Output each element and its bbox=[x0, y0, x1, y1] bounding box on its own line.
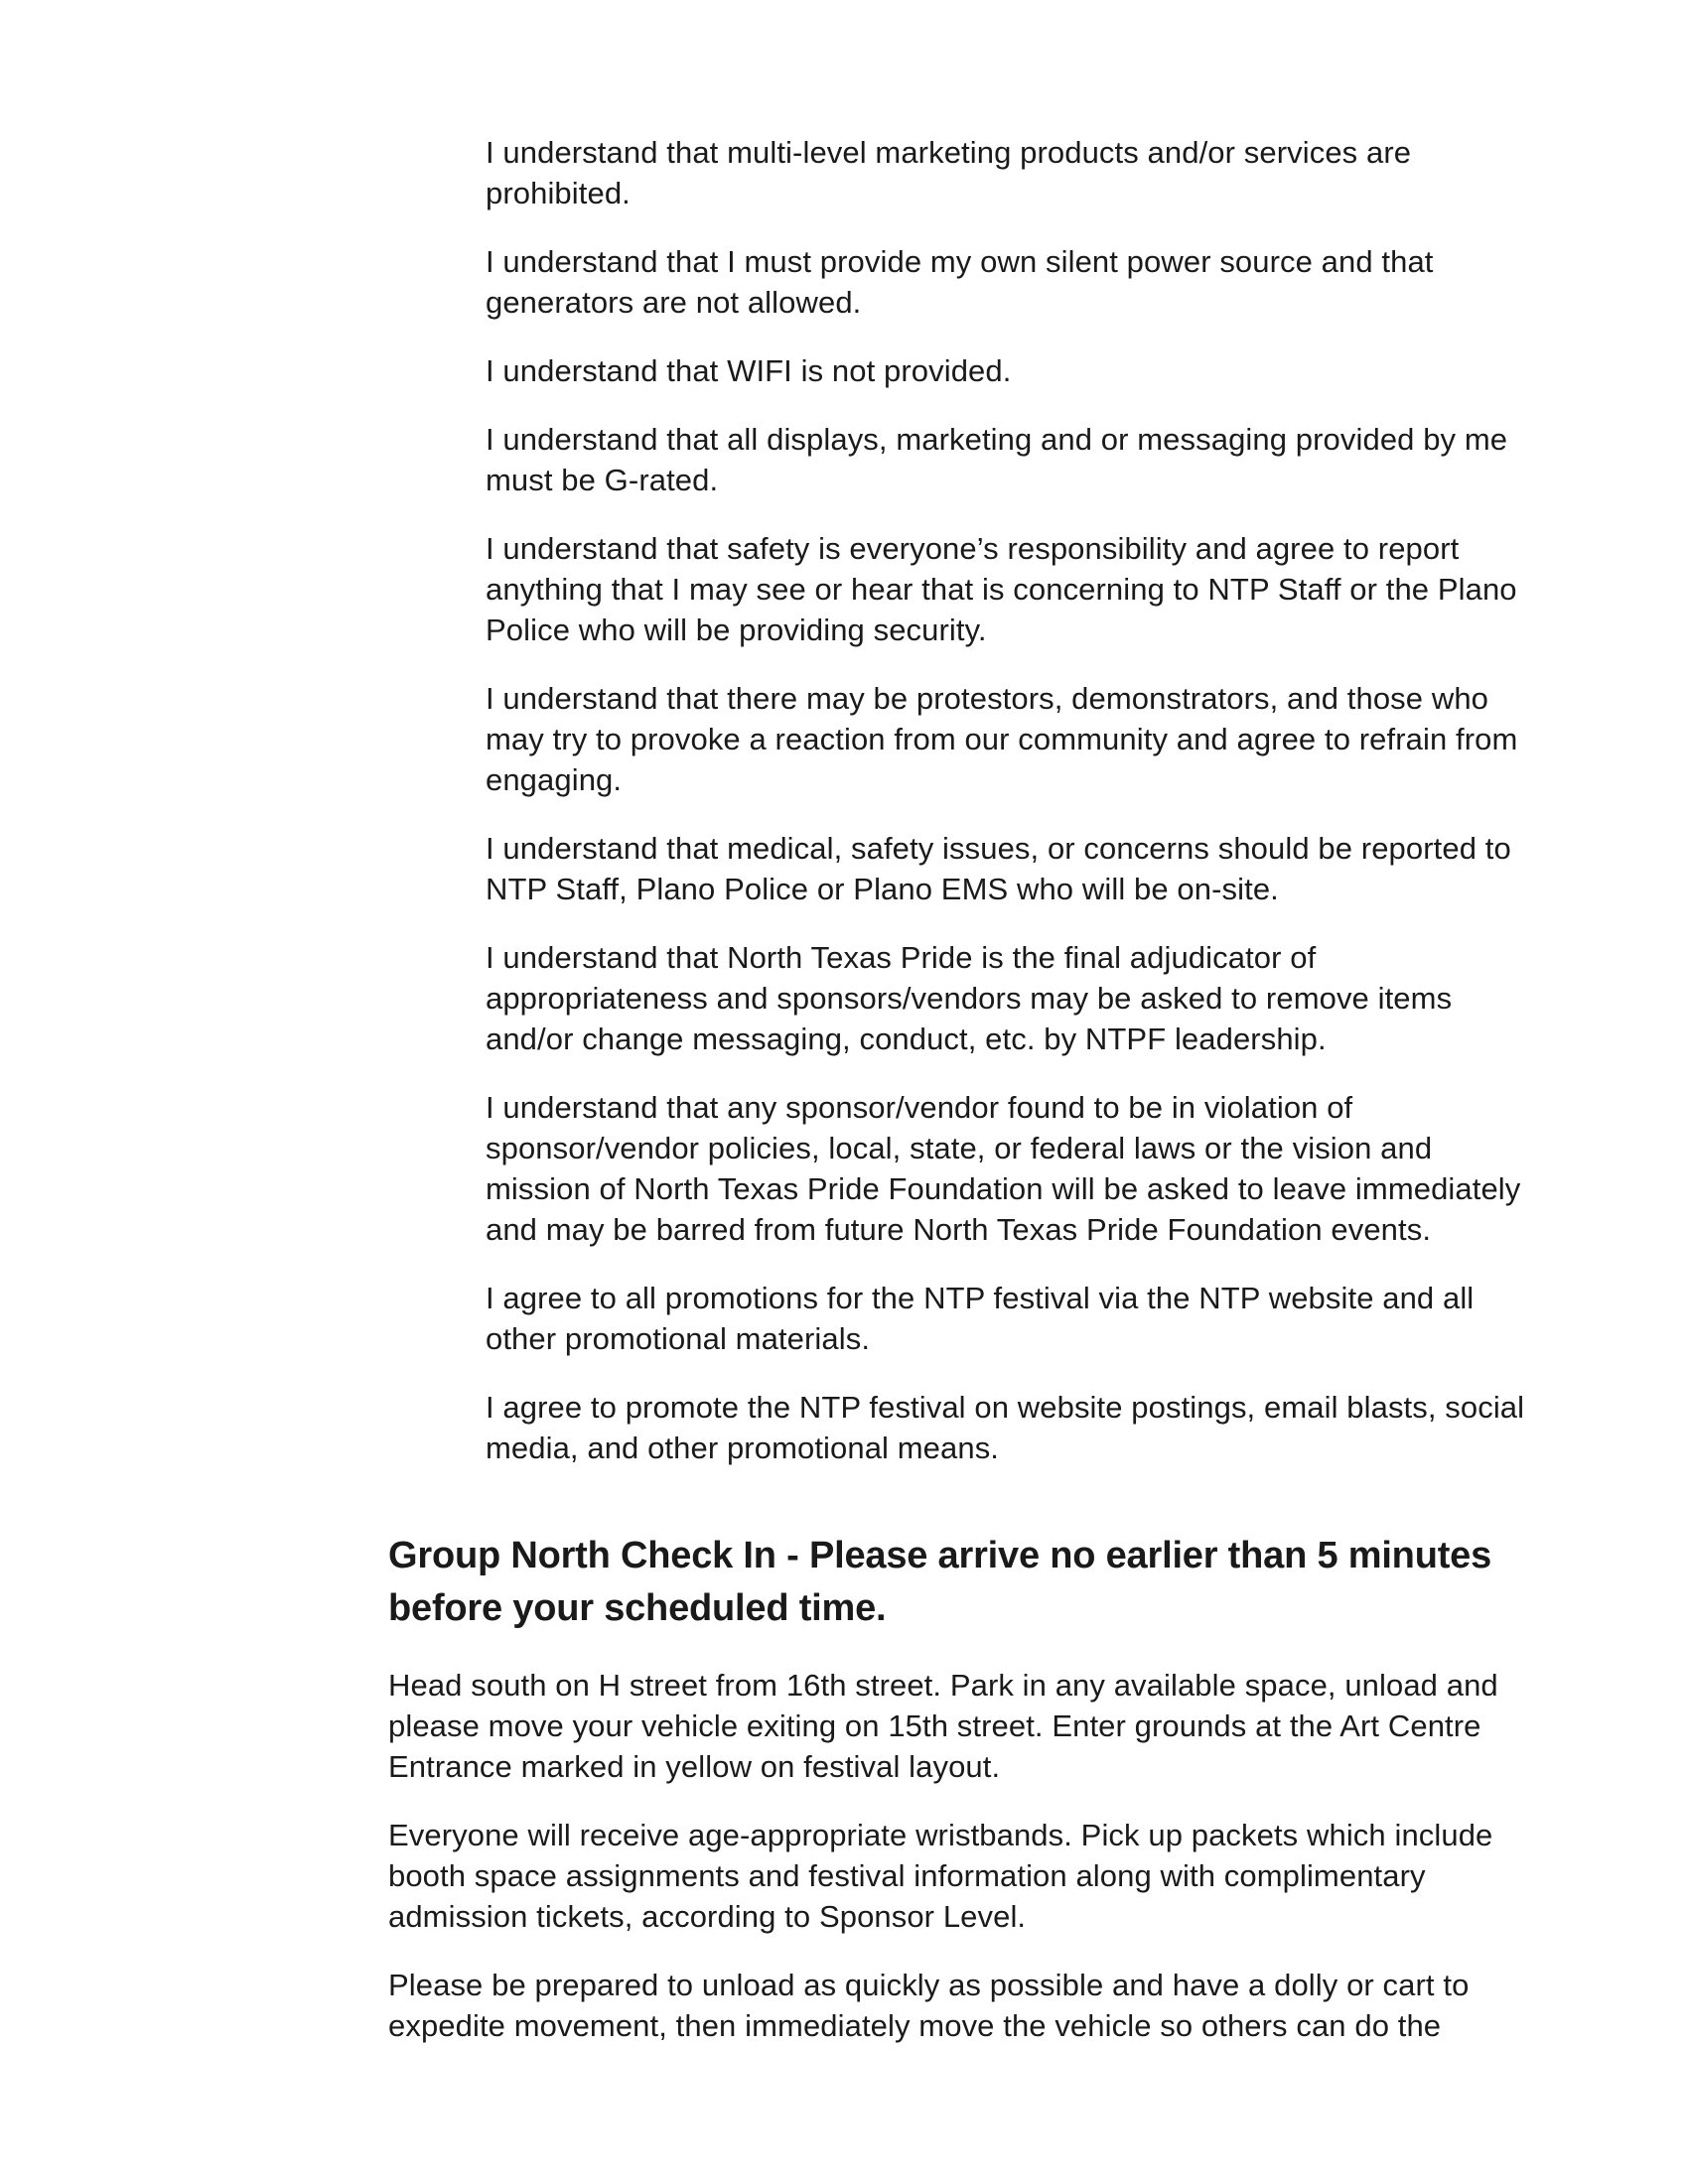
agreement-item: I agree to promote the NTP festival on website postings, email blasts, social media, and other promotional means. bbox=[486, 1390, 1525, 1465]
agreement-item: I understand that medical, safety issues, or concerns should be reported to NTP Staff, Plano Police or Plano EMS who will be on-site. bbox=[486, 831, 1511, 906]
agreement-item: I agree to all promotions for the NTP festival via the NTP website and all other promotional materials. bbox=[486, 1281, 1475, 1356]
checkin-paragraph: Everyone will receive age-appropriate wristbands. Pick up packets which include booth space assignments and festival information along with complimentary admission tickets, according to Sponsor Level. bbox=[388, 1818, 1493, 1934]
checkin-paragraph: Please be prepared to unload as quickly as possible and have a dolly or cart to expedite movement, then immediately move the vehicle so others can do the bbox=[388, 1968, 1470, 2043]
agreement-item: I understand that safety is everyone’s responsibility and agree to report anything that I may see or hear that is concerning to NTP Staff or the Plano Police who will be providing security. bbox=[486, 531, 1517, 647]
agreement-item: I understand that I must provide my own silent power source and that generators are not allowed. bbox=[486, 244, 1434, 320]
agreement-item: I understand that there may be protestors, demonstrators, and those who may try to provoke a reaction from our community and agree to refrain from engaging. bbox=[486, 681, 1518, 797]
agreement-item: I understand that any sponsor/vendor found to be in violation of sponsor/vendor policies, local, state, or federal laws or the vision and mission of North Texas Pride Foundation will be asked to leave immediately and may be barred from future North Texas Pride Foundation events. bbox=[486, 1090, 1521, 1247]
agreement-item: I understand that WIFI is not provided. bbox=[486, 353, 1012, 388]
agreement-item: I understand that all displays, marketing and or messaging provided by me must be G-rated. bbox=[486, 422, 1508, 497]
agreement-list bbox=[486, 132, 1538, 1496]
checkin-paragraph: Head south on H street from 16th street. Park in any available space, unload and please move your vehicle exiting on 15th street. Enter grounds at the Art Centre Entrance marked in yellow on festival layout. bbox=[388, 1668, 1498, 1784]
agreement-item: I understand that multi-level marketing products and/or services are prohibited. bbox=[486, 135, 1412, 210]
checkin-heading: Group North Check In - Please arrive no earlier than 5 minutes before your scheduled time. bbox=[388, 1535, 1492, 1629]
agreement-item: I understand that North Texas Pride is the final adjudicator of appropriateness and sponsors/vendors may be asked to remove items and/or change messaging, conduct, etc. by NTPF leadership. bbox=[486, 940, 1453, 1056]
checkin-section bbox=[388, 1530, 1538, 2074]
